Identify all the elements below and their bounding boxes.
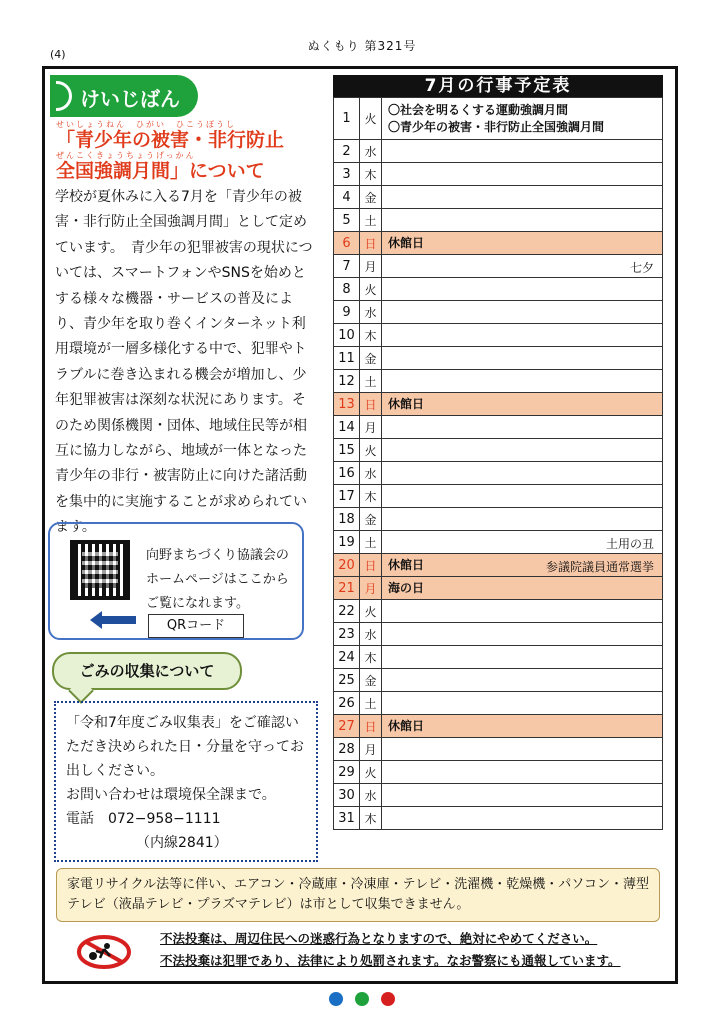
calendar-row: [334, 807, 663, 830]
calendar-weekday: 月: [360, 255, 382, 278]
qr-description: 向野まちづくり協議会のホームページはここからご覧になれます。: [146, 548, 289, 611]
title-ruby-2: ぜんこくきょうちょうげっかん: [56, 151, 196, 160]
association-logo-icon: [322, 990, 402, 1008]
calendar-day: 17: [334, 485, 360, 508]
calendar-row: [334, 370, 663, 393]
calendar-day: 18: [334, 508, 360, 531]
calendar-weekday: 火: [360, 439, 382, 462]
calendar-day: 10: [334, 324, 360, 347]
calendar-weekday: 日: [360, 232, 382, 255]
calendar-day: 15: [334, 439, 360, 462]
tab-cap-decoration: [56, 81, 72, 111]
calendar-title: 7月の行事予定表: [333, 75, 663, 97]
calendar-events: [382, 692, 663, 715]
calendar-day: 7: [334, 255, 360, 278]
calendar-day: 1: [334, 98, 360, 140]
calendar-row: [334, 669, 663, 692]
calendar-row: [334, 623, 663, 646]
calendar-events: [382, 462, 663, 485]
calendar-day: 22: [334, 600, 360, 623]
qr-info-box: [48, 522, 304, 640]
calendar-weekday: 火: [360, 600, 382, 623]
calendar-event: 〇社会を明るくする運動強調月間: [388, 102, 569, 117]
bulletin-title: [56, 120, 326, 182]
calendar-row: [334, 531, 663, 554]
calendar-events: [382, 485, 663, 508]
calendar-day: 12: [334, 370, 360, 393]
calendar-weekday: 金: [360, 508, 382, 531]
calendar-weekday: 日: [360, 393, 382, 416]
calendar-events: [382, 738, 663, 761]
qr-code-label: QRコード: [148, 614, 244, 638]
calendar-events: [382, 669, 663, 692]
calendar-row: [334, 301, 663, 324]
calendar-row: [334, 324, 663, 347]
calendar-row: [334, 98, 663, 140]
calendar-events: [382, 761, 663, 784]
calendar-events: [382, 600, 663, 623]
calendar-day: 6: [334, 232, 360, 255]
calendar-row: [334, 140, 663, 163]
illegal-dumping-line-1: 不法投棄は、周辺住民への迷惑行為となりますので、絶対にやめてください。: [160, 931, 598, 946]
calendar-row: [334, 577, 663, 600]
calendar-row: [334, 600, 663, 623]
calendar-day: 9: [334, 301, 360, 324]
garbage-text-1: 「令和7年度ごみ収集表」をご確認いただき決められた日・分量を守ってお出しください。: [66, 715, 304, 779]
calendar-day: 23: [334, 623, 360, 646]
calendar-events: [382, 324, 663, 347]
calendar-events: [382, 715, 663, 738]
calendar-row: [334, 485, 663, 508]
calendar-event: 休館日: [388, 718, 425, 733]
calendar-day: 11: [334, 347, 360, 370]
calendar-day: 5: [334, 209, 360, 232]
calendar-event: 〇青少年の被害・非行防止全国強調月間: [388, 119, 605, 134]
calendar-row: [334, 209, 663, 232]
no-dumping-icon: [76, 934, 132, 970]
calendar-weekday: 火: [360, 98, 382, 140]
calendar-row: [334, 715, 663, 738]
calendar-weekday: 火: [360, 278, 382, 301]
garbage-info-box: [54, 701, 318, 862]
garbage-phone: 電話 072−958−1111: [66, 811, 221, 827]
calendar-weekday: 日: [360, 715, 382, 738]
calendar-row: [334, 255, 663, 278]
calendar-events: [382, 209, 663, 232]
calendar-row: [334, 508, 663, 531]
calendar-day: 20: [334, 554, 360, 577]
calendar-events: [382, 140, 663, 163]
garbage-text-2: お問い合わせは環境保全課まで。: [66, 787, 276, 803]
calendar-events: [382, 554, 663, 577]
calendar-weekday: 木: [360, 485, 382, 508]
calendar-row: [334, 738, 663, 761]
calendar-table: [333, 97, 663, 830]
calendar-day: 28: [334, 738, 360, 761]
title-ruby-1: せいしょうねん ひがい ひこうぼうし: [56, 120, 236, 129]
calendar-day: 13: [334, 393, 360, 416]
calendar-day: 25: [334, 669, 360, 692]
calendar-weekday: 日: [360, 554, 382, 577]
calendar-event: 海の日: [388, 580, 425, 595]
calendar-weekday: 木: [360, 646, 382, 669]
calendar-row: [334, 761, 663, 784]
calendar-row: [334, 784, 663, 807]
calendar-day: 21: [334, 577, 360, 600]
calendar-events: [382, 255, 663, 278]
garbage-heading: ごみの収集について: [52, 652, 242, 690]
calendar-weekday: 水: [360, 301, 382, 324]
calendar-day: 24: [334, 646, 360, 669]
calendar-events: [382, 623, 663, 646]
calendar-row: [334, 186, 663, 209]
illegal-dumping-line-2: 不法投棄は犯罪であり、法律により処罰されます。なお警察にも通報しています。: [160, 953, 621, 968]
calendar-note: 七夕: [629, 261, 654, 275]
calendar-row: [334, 416, 663, 439]
calendar-weekday: 水: [360, 140, 382, 163]
bulletin-body: 学校が夏休みに入る7月を「青少年の被害・非行防止全国強調月間」として定めています。 青少年の犯罪被害の現状については、スマートフォンやSNSを始めとする様々な機器・サービスの普及により、青少年を取り巻くインターネット利用環境が一層多様化する中で、犯罪やトラブルに巻き込まれる機会が増加し、少年犯罪被害は深刻な状況にあります。そのため関係機関・団体、地域住民等が相互に協力しながら、地域が一体となった青少年の非行・被害防止に向けた諸活動を集中的に実施することが求められています。: [55, 189, 313, 536]
calendar-weekday: 土: [360, 209, 382, 232]
calendar-day: 27: [334, 715, 360, 738]
newsletter-title: ぬくもり 第321号: [307, 39, 417, 53]
calendar-row: [334, 278, 663, 301]
calendar-day: 31: [334, 807, 360, 830]
calendar-day: 26: [334, 692, 360, 715]
calendar-weekday: 木: [360, 324, 382, 347]
recycle-notice: 家電リサイクル法等に伴い、エアコン・冷蔵庫・冷凍庫・テレビ・洗濯機・乾燥機・パソコン・薄型テレビ（液晶テレビ・プラズマテレビ）は市として収集できません。: [56, 868, 660, 922]
calendar-weekday: 水: [360, 784, 382, 807]
calendar-events: [382, 186, 663, 209]
page-number: (4): [50, 48, 66, 61]
calendar-events: [382, 508, 663, 531]
calendar-weekday: 土: [360, 370, 382, 393]
calendar-row: [334, 462, 663, 485]
calendar-weekday: 月: [360, 738, 382, 761]
calendar-row: [334, 347, 663, 370]
calendar-row: [334, 163, 663, 186]
calendar-events: [382, 577, 663, 600]
illegal-dumping-notice: [160, 928, 670, 972]
calendar-weekday: 月: [360, 577, 382, 600]
calendar-events: [382, 439, 663, 462]
calendar-events: [382, 416, 663, 439]
calendar-events: [382, 232, 663, 255]
calendar-day: 16: [334, 462, 360, 485]
calendar-weekday: 水: [360, 462, 382, 485]
calendar-note: 参議院議員通常選挙: [545, 560, 654, 574]
calendar-weekday: 土: [360, 692, 382, 715]
calendar-weekday: 金: [360, 347, 382, 370]
calendar-day: 3: [334, 163, 360, 186]
calendar-event: 休館日: [388, 235, 425, 250]
calendar-weekday: 金: [360, 186, 382, 209]
calendar-row: [334, 554, 663, 577]
calendar-row: [334, 646, 663, 669]
calendar-day: 29: [334, 761, 360, 784]
qr-code-icon[interactable]: [70, 540, 130, 600]
calendar-events: [382, 531, 663, 554]
calendar-row: [334, 393, 663, 416]
calendar-events: [382, 393, 663, 416]
calendar-weekday: 水: [360, 623, 382, 646]
calendar-event: 休館日: [388, 557, 425, 572]
calendar-events: [382, 347, 663, 370]
calendar-events: [382, 301, 663, 324]
calendar-events: [382, 784, 663, 807]
calendar-day: 19: [334, 531, 360, 554]
arrow-left-icon: [88, 610, 138, 630]
calendar-events: [382, 163, 663, 186]
calendar-row: [334, 232, 663, 255]
calendar-event: 休館日: [388, 396, 425, 411]
calendar-day: 8: [334, 278, 360, 301]
calendar-row: [334, 692, 663, 715]
calendar-weekday: 土: [360, 531, 382, 554]
calendar-weekday: 金: [360, 669, 382, 692]
calendar-events: [382, 807, 663, 830]
calendar-day: 4: [334, 186, 360, 209]
calendar-events: [382, 278, 663, 301]
calendar-row: [334, 439, 663, 462]
bulletin-tab: [50, 75, 198, 117]
title-line-2: 全国強調月間」について: [56, 160, 265, 182]
calendar-day: 2: [334, 140, 360, 163]
calendar-day: 30: [334, 784, 360, 807]
calendar-note: 土用の丑: [605, 537, 654, 551]
calendar-events: [382, 646, 663, 669]
bulletin-tab-label: けいじばん: [80, 87, 180, 111]
calendar-weekday: 木: [360, 807, 382, 830]
calendar-day: 14: [334, 416, 360, 439]
title-line-1: 「青少年の被害・非行防止: [56, 129, 285, 151]
garbage-extension: （内線2841）: [136, 835, 228, 851]
calendar-events: [382, 370, 663, 393]
calendar-events: [382, 98, 663, 140]
calendar-weekday: 木: [360, 163, 382, 186]
calendar-weekday: 月: [360, 416, 382, 439]
calendar-weekday: 火: [360, 761, 382, 784]
